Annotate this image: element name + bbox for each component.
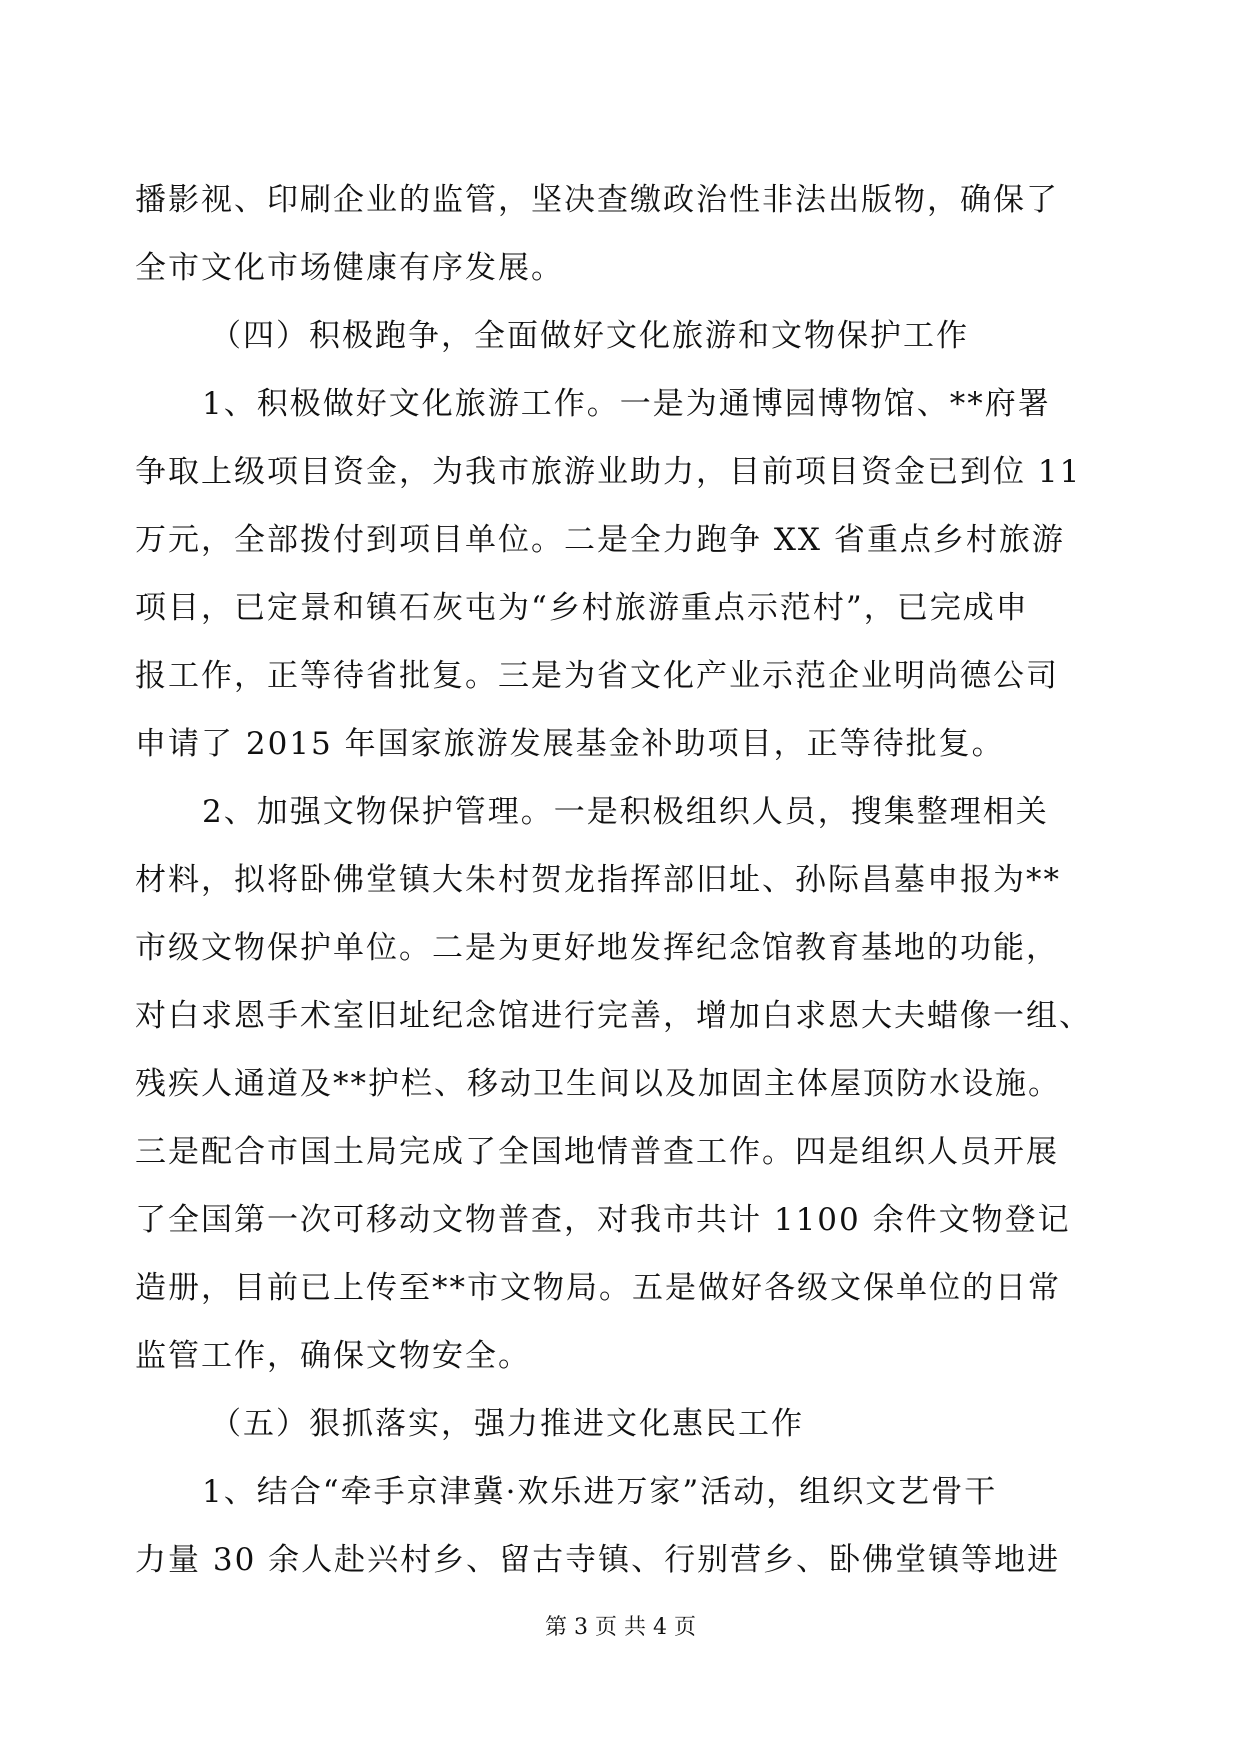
text-line: 播影视、印刷企业的监管，坚决查缴政治性非法出版物，确保了 bbox=[135, 182, 1059, 218]
text-line: 材料，拟将卧佛堂镇大朱村贺龙指挥部旧址、孙际昌墓申报为** bbox=[135, 862, 1061, 898]
paragraph-start: 1、结合“牵手京津冀·欢乐进万家”活动，组织文艺骨干 bbox=[202, 1474, 998, 1510]
section-heading-4: （四）积极跑争，全面做好文化旅游和文物保护工作 bbox=[210, 318, 969, 354]
text-line: 残疾人通道及**护栏、移动卫生间以及加固主体屋顶防水设施。 bbox=[135, 1066, 1061, 1102]
text-line: 了全国第一次可移动文物普查，对我市共计 1100 余件文物登记 bbox=[135, 1202, 1071, 1238]
text-line: 全市文化市场健康有序发展。 bbox=[135, 250, 564, 286]
text-line: 报工作，正等待省批复。三是为省文化产业示范企业明尚德公司 bbox=[135, 658, 1059, 694]
text-line: 争取上级项目资金，为我市旅游业助力，目前项目资金已到位 11 bbox=[135, 454, 1082, 490]
text-line: 万元，全部拨付到项目单位。二是全力跑争 XX 省重点乡村旅游 bbox=[135, 522, 1065, 558]
text-line: 项目，已定景和镇石灰屯为“乡村旅游重点示范村”，已完成申 bbox=[135, 590, 1029, 626]
page-number-footer: 第 3 页 共 4 页 bbox=[545, 1615, 696, 1640]
text-line: 市级文物保护单位。二是为更好地发挥纪念馆教育基地的功能， bbox=[135, 930, 1059, 966]
paragraph-start: 2、加强文物保护管理。一是积极组织人员，搜集整理相关 bbox=[202, 794, 1049, 830]
text-line: 造册，目前已上传至**市文物局。五是做好各级文保单位的日常 bbox=[135, 1270, 1061, 1306]
text-line: 申请了 2015 年国家旅游发展基金补助项目，正等待批复。 bbox=[135, 726, 1005, 762]
section-heading-5: （五）狠抓落实，强力推进文化惠民工作 bbox=[210, 1406, 804, 1442]
paragraph-start: 1、积极做好文化旅游工作。一是为通博园博物馆、**府署 bbox=[202, 386, 1051, 422]
text-line: 对白求恩手术室旧址纪念馆进行完善，增加白求恩大夫蜡像一组、 bbox=[135, 998, 1092, 1034]
text-line: 三是配合市国土局完成了全国地情普查工作。四是组织人员开展 bbox=[135, 1134, 1059, 1170]
text-line: 监管工作，确保文物安全。 bbox=[135, 1338, 531, 1374]
text-line: 力量 30 余人赴兴村乡、留古寺镇、行别营乡、卧佛堂镇等地进 bbox=[135, 1542, 1061, 1578]
